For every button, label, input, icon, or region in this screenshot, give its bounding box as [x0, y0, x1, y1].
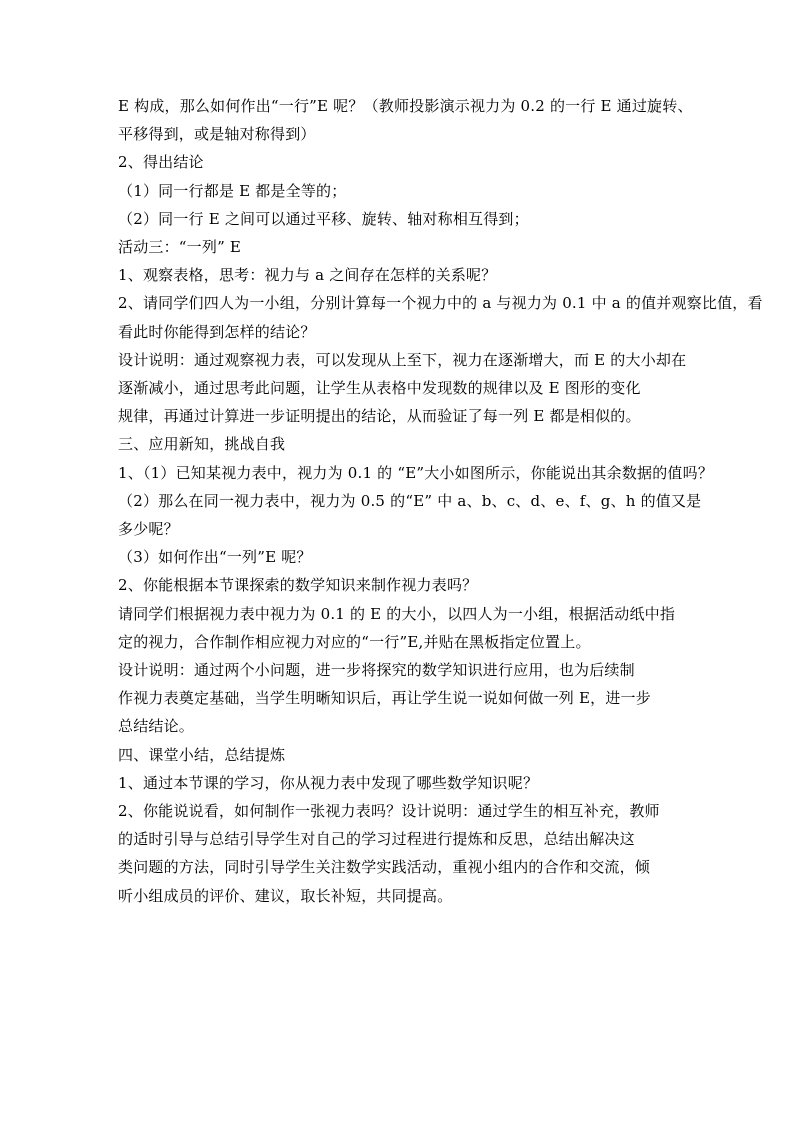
text-line: 2、你能说说看，如何制作一张视力表吗？设计说明：通过学生的相互补充，教师: [118, 802, 660, 821]
section-heading: 三、应用新知，挑战自我: [118, 435, 286, 454]
text-line: 听小组成员的评价、建议，取长补短，共同提高。: [118, 886, 453, 905]
text-line: （1）同一行都是 E 都是全等的；: [118, 181, 347, 200]
text-line: E 构成，那么如何作出“一行”E 呢？（教师投影演示视力为 0.2 的一行 E 通过旋转、: [118, 97, 693, 115]
text-line: 平移得到，或是轴对称得到）: [118, 125, 316, 144]
text-line: 2、请同学们四人为一小组，分别计算每一个视力中的 a 与视力为 0.1 中 a 的值并观察比值，看: [118, 294, 763, 313]
text-line: （2）那么在同一视力表中，视力为 0.5 的“E” 中 a、b、c、d、e、f、g、h 的值又是: [118, 491, 702, 510]
text-line: 1、观察表格，思考：视力与 a 之间存在怎样的关系呢？: [118, 266, 497, 285]
text-line: 定的视力，合作制作相应视力对应的“一行”E,并贴在黑板指定位置上。: [118, 632, 591, 651]
text-line: 1、通过本节课的学习，你从视力表中发现了哪些数学知识呢？: [118, 773, 539, 792]
text-line: （3）如何作出“一列”E 呢？: [118, 548, 312, 567]
text-line: 的适时引导与总结引导学生对自己的学习过程进行提炼和反思，总结出解决这: [118, 830, 635, 849]
text-line: 2、你能根据本节课探索的数学知识来制作视力表吗？: [118, 576, 478, 595]
text-line: 1、（1）已知某视力表中，视力为 0.1 的 “E”大小如图所示，你能说出其余数据的值吗？: [118, 463, 714, 482]
text-line: 活动三：“一列” E: [118, 238, 242, 257]
text-line: 看此时你能得到怎样的结论？: [118, 322, 316, 341]
section-heading: 四、课堂小结，总结提炼: [118, 745, 286, 764]
text-line: 设计说明：通过两个小问题，进一步将探究的数学知识进行应用，也为后续制: [118, 661, 635, 680]
document-body: [118, 92, 763, 910]
text-line: 总结结论。: [118, 717, 195, 736]
text-line: 作视力表奠定基础，当学生明晰知识后，再让学生说一说如何做一列 E，进一步: [118, 689, 651, 708]
text-line: 2、得出结论: [118, 153, 204, 172]
text-line: 请同学们根据视力表中视力为 0.1 的 E 的大小，以四人为一小组，根据活动纸中指: [118, 604, 676, 623]
text-line: 逐渐减小，通过思考此问题，让学生从表格中发现数的规律以及 E 图形的变化: [118, 379, 641, 398]
text-line: 类问题的方法，同时引导学生关注数学实践活动，重视小组内的合作和交流，倾: [118, 858, 651, 877]
text-line: 多少呢？: [118, 520, 179, 539]
text-line: 规律，再通过计算进一步证明提出的结论，从而验证了每一列 E 都是相似的。: [118, 407, 641, 426]
text-line: 设计说明：通过观察视力表，可以发现从上至下，视力在逐渐增大，而 E 的大小却在: [118, 350, 687, 369]
text-line: （2）同一行 E 之间可以通过平移、旋转、轴对称相互得到；: [118, 209, 529, 228]
